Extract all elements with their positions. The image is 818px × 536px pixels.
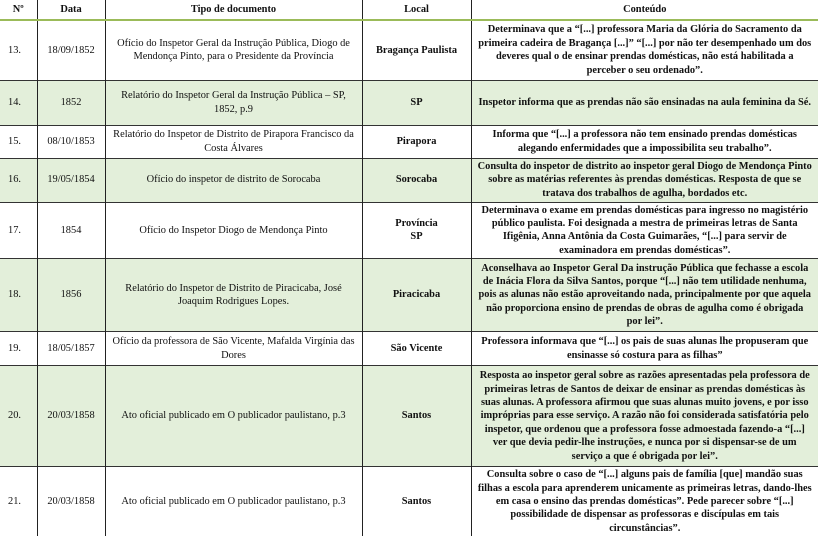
header-date: Data xyxy=(37,0,105,20)
row-content: Consulta sobre o caso de “[...] alguns pais de família [que] mandão suas filhas a escola para aprenderem unicamente as primeiras letras, dando-lhes em casa o ensino das prendas domésticas”. Pede parecer sobre “[...] possibilidade de dispensar as professoras e discípulas em tais circunstâncias”. xyxy=(471,467,818,536)
row-place: Sorocaba xyxy=(362,158,471,202)
row-number: 14. xyxy=(0,80,37,125)
row-date: 1856 xyxy=(37,259,105,332)
row-place: Santos xyxy=(362,366,471,467)
row-place: Piracicaba xyxy=(362,259,471,332)
row-document-type: Relatório do Inspetor Geral da Instrução Pública – SP, 1852, p.9 xyxy=(105,80,362,125)
row-content: Professora informava que “[...] os pais de suas alunas lhe propuseram que ensinasse só costura para as filhas” xyxy=(471,332,818,366)
row-content: Informa que “[...] a professora não tem ensinado prendas domésticas alegando enfermidades que a impossibilita seu trabalho”. xyxy=(471,125,818,158)
row-content: Resposta ao inspetor geral sobre as razões apresentadas pela professora de primeiras letras de Santos de deixar de ensinar as prendas domésticas às suas alunas. A professora afirmou que suas alunas muito jovens, e por isso impróprias para esse serviço. A razão não foi considerada satisfatória pelo inspetor, que ordenou que a professora fosse admoestada fazendo-a “[...] ver que devia pedir-lhe instruções, e nunca por si dispensar-se de um serviço a que é obrigada por lei”. xyxy=(471,366,818,467)
table-row xyxy=(0,259,818,332)
row-number: 13. xyxy=(8,44,21,56)
row-place: Província SP xyxy=(362,202,471,259)
row-number: 19. xyxy=(0,332,37,366)
row-date: 18/05/1857 xyxy=(37,332,105,366)
row-document-type: Relatório do Inspetor de Distrito de Pirapora Francisco da Costa Álvares xyxy=(105,125,362,158)
row-content: Consulta do inspetor de distrito ao inspetor geral Diogo de Mendonça Pinto sobre as matérias referentes às prendas domésticas. Resposta de que se tratava dos trabalhos de agulha, bordados etc. xyxy=(471,158,818,202)
row-number: 18. xyxy=(0,259,37,332)
row-date: 20/03/1858 xyxy=(37,366,105,467)
header-place: Local xyxy=(362,0,471,20)
header-content: Conteúdo xyxy=(471,0,818,20)
row-content: Determinava que a “[...] professora Maria da Glória do Sacramento da primeira cadeira de Bragança [...]” “[...] por não ter desempenhado um dos deveres qual o de ensinar prendas domésticas, não está habilitada a perceber o seu ordenado”. xyxy=(471,20,818,80)
row-date: 19/05/1854 xyxy=(37,158,105,202)
table-row xyxy=(0,366,818,467)
row-number: 20. xyxy=(0,366,37,467)
row-date: 08/10/1853 xyxy=(37,125,105,158)
table-row xyxy=(0,80,818,125)
row-document-type: Ofício do Inspetor Geral da Instrução Pública, Diogo de Mendonça Pinto, para o Presidente da Província xyxy=(105,20,362,80)
table-row xyxy=(0,467,818,536)
row-place: SP xyxy=(362,80,471,125)
row-content: Aconselhava ao Inspetor Geral Da instrução Pública que fechasse a escola de Inácia Flora da Silva Santos, porque “[...] não tem utilidade nenhuma, pois as alunas não estão aproveitando nada, principalmente por que aquela não proporciona ensino de prendas de obras de agulha como é obrigada por lei”. xyxy=(471,259,818,332)
table-row xyxy=(0,202,818,259)
header-row xyxy=(0,0,818,20)
table-row xyxy=(0,20,818,80)
row-date: 1854 xyxy=(37,202,105,259)
row-date: 20/03/1858 xyxy=(37,467,105,536)
row-document-type: Relatório do Inspetor de Distrito de Piracicaba, José Joaquim Rodrigues Lopes. xyxy=(105,259,362,332)
row-document-type: Ofício do inspetor de distrito de Sorocaba xyxy=(105,158,362,202)
row-document-type: Ato oficial publicado em O publicador paulistano, p.3 xyxy=(105,467,362,536)
row-number: 15. xyxy=(0,125,37,158)
row-content: Determinava o exame em prendas domésticas para ingresso no magistério público paulista. Foi designada a mestra de primeiras letras de Santa Ifigênia, Anna Antônia da Costa Guimarães, “[...] para servir de examinadora em prendas domésticas”. xyxy=(471,202,818,259)
row-content: Inspetor informa que as prendas não são ensinadas na aula feminina da Sé. xyxy=(471,80,818,125)
row-place: Bragança Paulista xyxy=(362,20,471,80)
table-row xyxy=(0,332,818,366)
row-date: 18/09/1852 xyxy=(37,20,105,80)
row-date: 1852 xyxy=(37,80,105,125)
row-place: São Vicente xyxy=(362,332,471,366)
table-row xyxy=(0,158,818,202)
row-number: 16. xyxy=(0,158,37,202)
header-document-type: Tipo de documento xyxy=(105,0,362,20)
row-number: 17. xyxy=(0,202,37,259)
row-number: 21. xyxy=(0,467,37,536)
table-row xyxy=(0,125,818,158)
row-place: Pirapora xyxy=(362,125,471,158)
header-number: Nº xyxy=(0,0,37,20)
row-place: Santos xyxy=(362,467,471,536)
row-document-type: Ato oficial publicado em O publicador paulistano, p.3 xyxy=(105,366,362,467)
row-document-type: Ofício da professora de São Vicente, Mafalda Virgínia das Dores xyxy=(105,332,362,366)
row-document-type: Ofício do Inspetor Diogo de Mendonça Pinto xyxy=(105,202,362,259)
